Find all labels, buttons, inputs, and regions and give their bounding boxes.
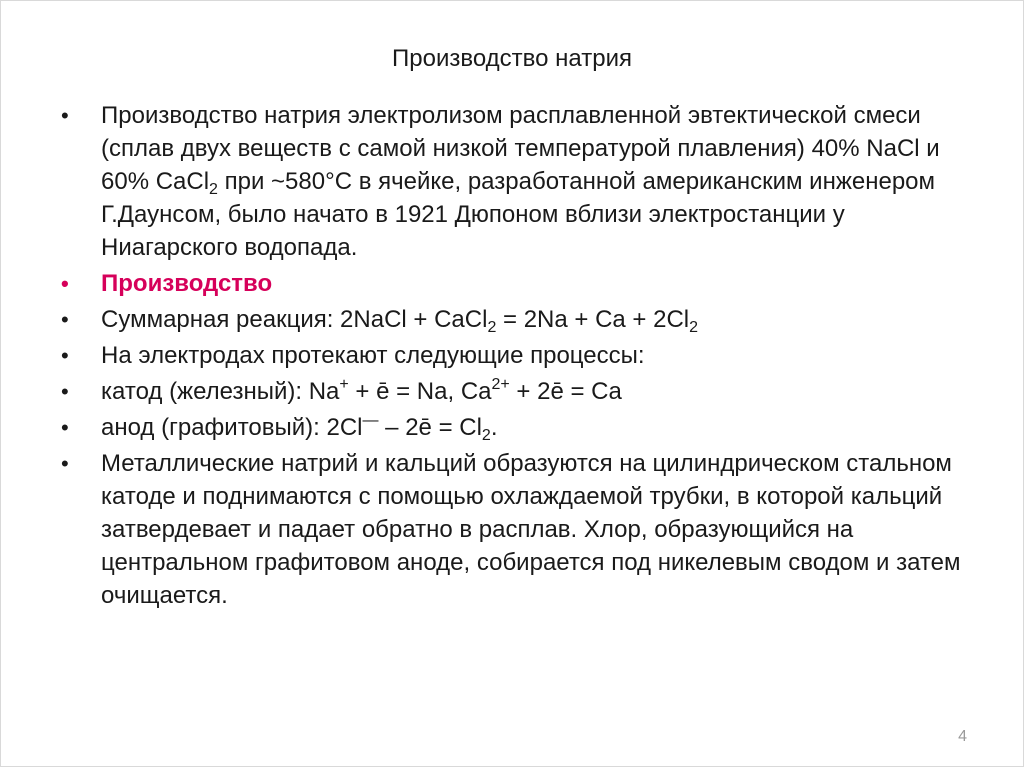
bullet-item-cathode: [61, 375, 971, 408]
bullet-icon: •: [61, 415, 69, 440]
bullet-text: Производство: [101, 270, 273, 297]
bullet-text: при ~580°C в ячейке, разработанной американским инженером Г.Даунсом, было начато в 1921 Дюпоном вблизи электростанции у Ниагарского водопада.: [101, 168, 936, 261]
bullet-text: анод (графитовый): 2Cl: [101, 414, 363, 441]
subscript: 2: [481, 427, 491, 444]
bullet-item-metal-formation: [61, 447, 971, 612]
bullet-icon: •: [61, 271, 69, 296]
bullet-icon: •: [61, 379, 69, 404]
bullet-item-total-reaction: [61, 303, 971, 336]
bullet-text: + 2ē = Ca: [509, 378, 622, 405]
slide-title: Производство натрия: [392, 45, 632, 72]
bullet-item-anode: [61, 411, 971, 444]
bullet-text: Суммарная реакция: 2NaCl + CaCl: [101, 306, 488, 333]
bullet-icon: •: [61, 103, 69, 128]
bullet-list: [61, 99, 971, 615]
bullet-icon: •: [61, 451, 69, 476]
bullet-text: = 2Na + Ca + 2Cl: [496, 306, 690, 333]
bullet-text: Металлические натрий и кальций образуются на цилиндрическом стальном катоде и поднимаются с помощью охлаждаемой трубки, в которой кальций затвердевает и падает обратно в расплав. Хлор, образующийся на центральном графитовом аноде, собирается под никелевым сводом и затем очищается.: [101, 450, 961, 609]
bullet-text: + ē = Na, Ca: [348, 378, 492, 405]
bullet-text: – 2ē = Cl: [378, 414, 482, 441]
superscript: —: [362, 412, 379, 429]
bullet-icon: •: [61, 307, 69, 332]
bullet-text: На электродах протекают следующие процессы:: [101, 342, 645, 369]
superscript: 2+: [491, 376, 510, 393]
bullet-item-production-heading: [61, 267, 971, 300]
bullet-item-electrode-processes: [61, 339, 971, 372]
page-number: 4: [958, 728, 967, 745]
subscript: 2: [487, 319, 497, 336]
bullet-text: .: [490, 414, 498, 441]
bullet-item-process-history: [61, 99, 971, 264]
bullet-icon: •: [61, 343, 69, 368]
subscript: 2: [689, 319, 699, 336]
subscript: 2: [209, 181, 218, 198]
superscript: +: [339, 376, 349, 393]
bullet-text: Производство натрия электролизом расплавленной эвтектической смеси (сплав двух веществ с самой низкой температурой плавления) 40% NaCl и 60% CaCl: [101, 102, 940, 195]
bullet-text: катод (железный): Na: [101, 378, 340, 405]
